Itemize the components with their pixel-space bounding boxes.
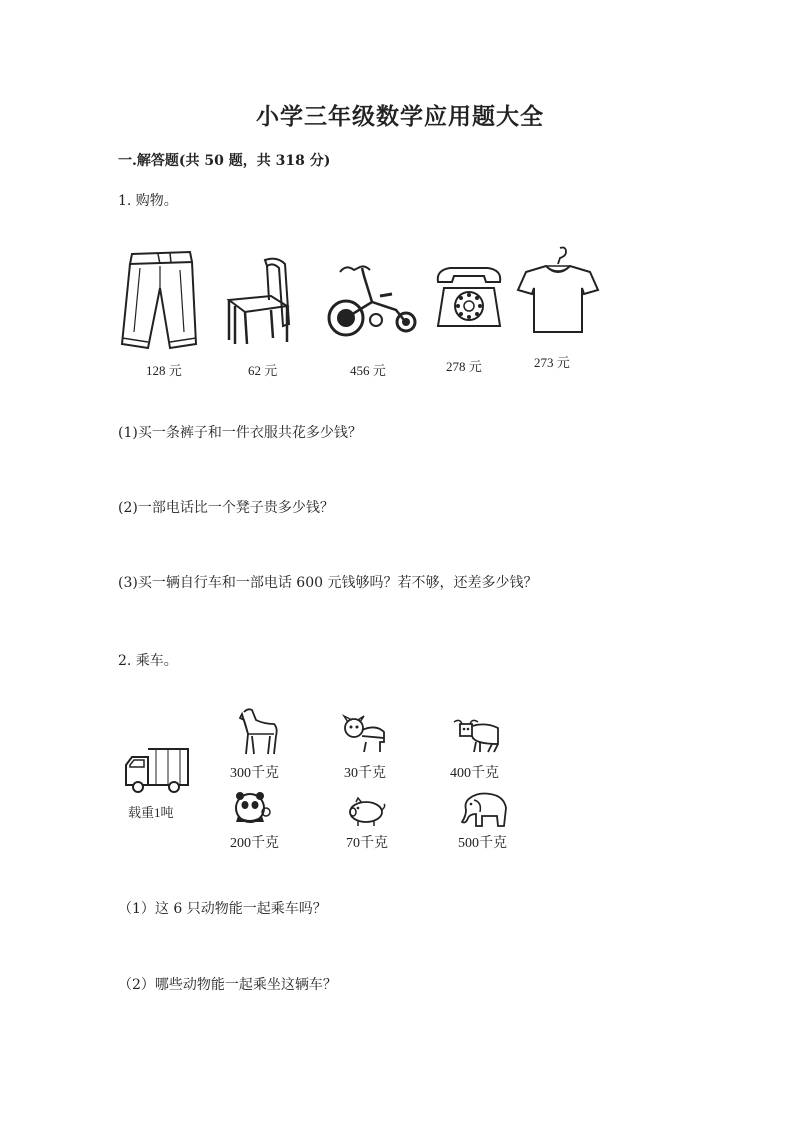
pig-icon xyxy=(346,798,386,828)
panda-icon xyxy=(232,790,272,826)
page-title: 小学三年级数学应用题大全 xyxy=(256,103,544,130)
section-heading: 一.解答题(共 50 题，共 318 分) xyxy=(118,153,331,169)
cow-icon xyxy=(452,716,502,756)
price-tshirt: 273 元 xyxy=(534,355,570,370)
price-pants: 128 元 xyxy=(146,363,182,378)
tshirt-icon xyxy=(516,244,600,336)
problem-2-label: 2. 乘车。 xyxy=(118,653,178,669)
problem-1-question-1: (1)买一条裤子和一件衣服共花多少钱？ xyxy=(118,425,362,441)
weight-panda: 200千克 xyxy=(230,836,279,851)
truck-icon xyxy=(122,745,192,795)
dog-icon xyxy=(342,714,388,756)
weight-dog: 30千克 xyxy=(344,766,386,781)
price-tricycle: 456 元 xyxy=(350,363,386,378)
price-telephone: 278 元 xyxy=(446,359,482,374)
pants-icon xyxy=(118,248,202,354)
elephant-icon xyxy=(460,792,508,828)
truck-capacity-label: 载重1吨 xyxy=(128,805,174,820)
price-chair: 62 元 xyxy=(248,363,278,378)
weight-horse: 300千克 xyxy=(230,766,279,781)
problem-1-question-2: (2)一部电话比一个凳子贵多少钱？ xyxy=(118,500,334,516)
weight-elephant: 500千克 xyxy=(458,836,507,851)
problem-1-question-3: (3)买一辆自行车和一部电话 600 元钱够吗？若不够，还差多少钱？ xyxy=(118,575,538,591)
tricycle-icon xyxy=(322,262,418,338)
problem-2-question-1: （1）这 6 只动物能一起乘车吗？ xyxy=(118,901,327,917)
telephone-icon xyxy=(432,264,506,332)
problem-2-question-2: （2）哪些动物能一起乘坐这辆车？ xyxy=(118,977,337,993)
weight-cow: 400千克 xyxy=(450,766,499,781)
weight-pig: 70千克 xyxy=(346,836,388,851)
chair-icon xyxy=(225,256,295,348)
horse-icon xyxy=(236,706,280,758)
problem-1-label: 1. 购物。 xyxy=(118,193,178,209)
